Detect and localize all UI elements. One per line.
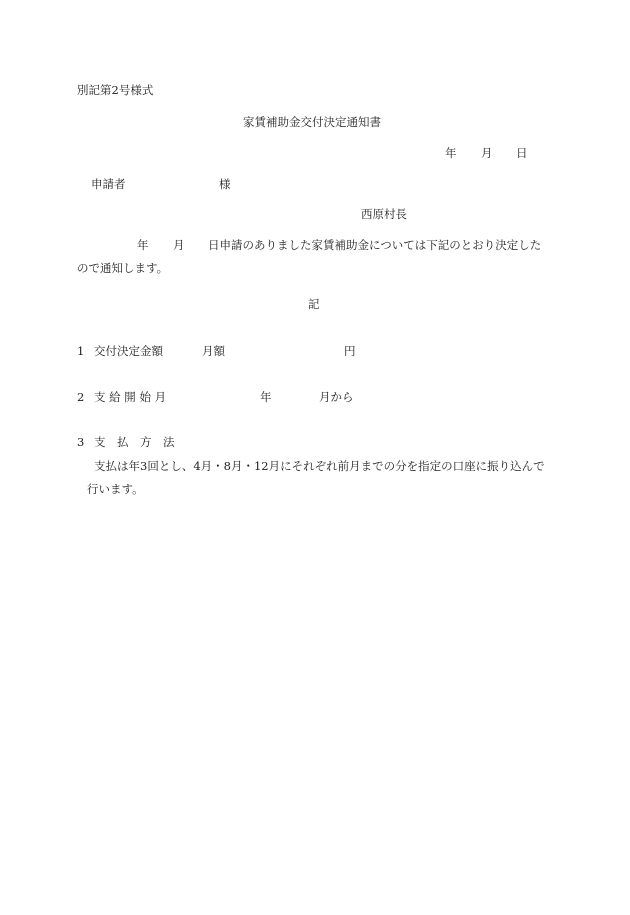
date-day: 日 [516,146,528,160]
item-year: 年 [260,390,272,404]
issuer-name: 西原村長 [361,207,407,221]
body-month: 月 [173,238,185,252]
body-line1: 日申請のありました家賃補助金については下記のとおり決定した [208,238,542,252]
item-sub-label: 月額 [202,344,225,358]
document-title: 家賃補助金交付決定通知書 [243,115,381,129]
recipient-label: 申請者 [91,177,126,191]
form-label: 別記第2号様式 [77,83,154,97]
item-month-from: 月から [319,390,354,404]
date-year: 年 [445,146,457,160]
item-detail-line1: 支払は年3回とし、4月・8月・12月にそれぞれ前月までの分を指定の口座に振り込んで [94,459,545,473]
item-label: 支 給 開 始 月 [94,390,167,404]
item-number: 3 [77,435,85,449]
body-year: 年 [137,238,149,252]
item-label: 交付決定金額 [94,344,163,358]
item-label: 支 払 方 法 [94,435,175,449]
item-detail-line2: 行います。 [87,482,144,496]
recipient-honorific: 様 [219,177,231,191]
body-line2: ので通知します。 [77,261,169,275]
item-number: 2 [77,390,85,404]
item-number: 1 [77,344,85,358]
item-unit: 円 [344,344,356,358]
date-month: 月 [481,146,493,160]
ki-heading: 記 [308,297,320,311]
